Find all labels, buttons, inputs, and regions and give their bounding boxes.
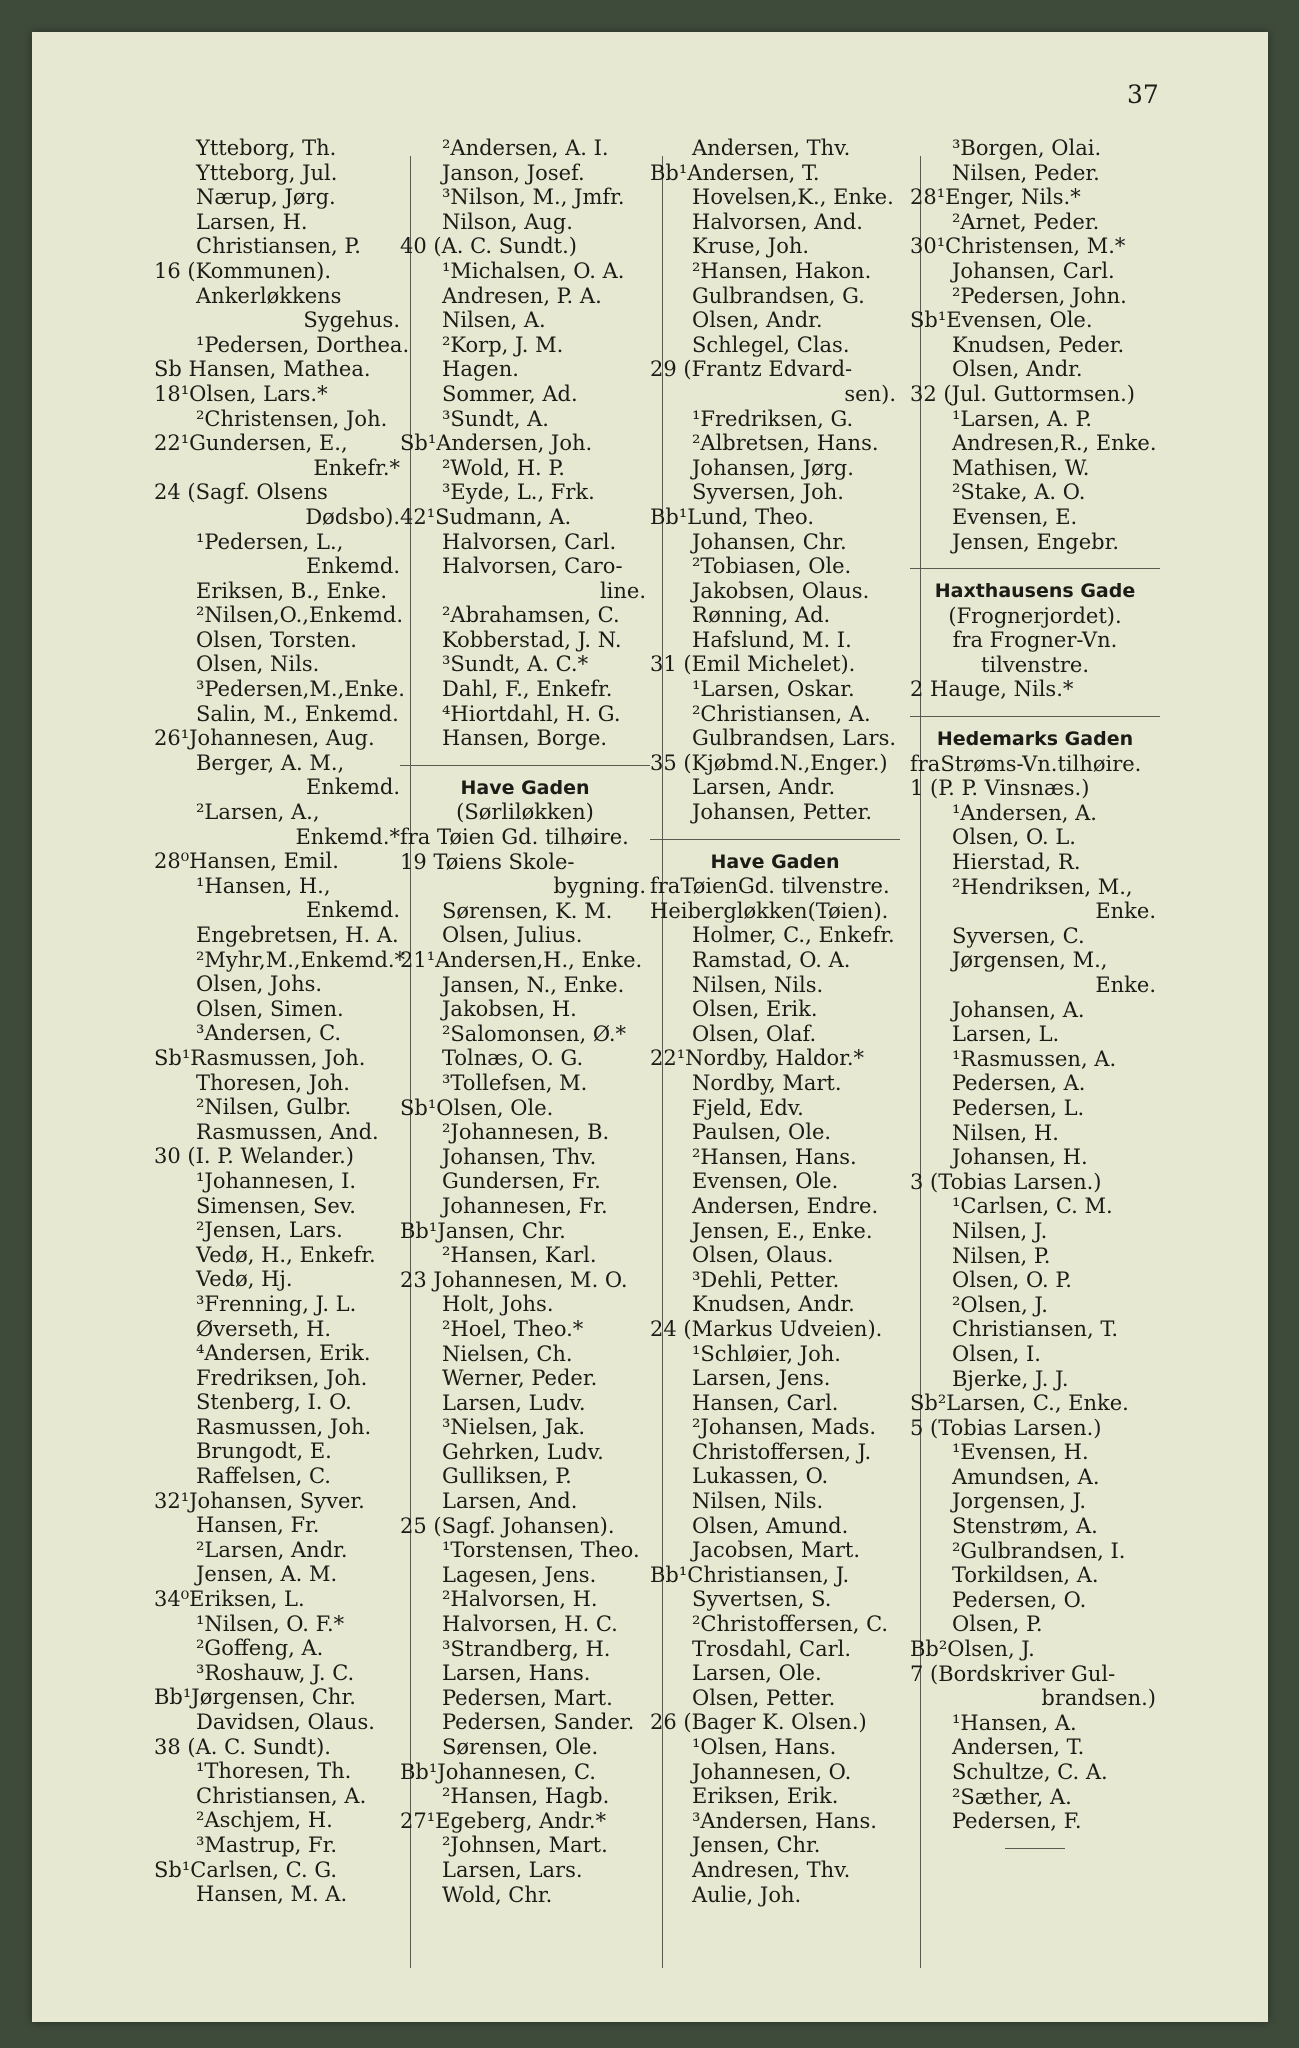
directory-line: Olsen, O. P. bbox=[952, 1268, 1072, 1293]
directory-line: Christiansen, P. bbox=[196, 234, 361, 259]
directory-line: Vedø, Hj. bbox=[196, 1267, 293, 1292]
directory-line: Fjeld, Edv. bbox=[692, 1095, 804, 1120]
directory-line: ⁴Andersen, Erik. bbox=[196, 1341, 371, 1366]
directory-line: Kobberstad, J. N. bbox=[442, 627, 622, 652]
directory-line: Sb¹Carlsen, C. G. bbox=[154, 1857, 338, 1882]
directory-line: ¹Fredriksen, G. bbox=[692, 406, 854, 431]
directory-line: 18¹Olsen, Lars.* bbox=[154, 381, 328, 406]
directory-line: Torkildsen, A. bbox=[952, 1563, 1099, 1588]
directory-line: Trosdahl, Carl. bbox=[692, 1636, 852, 1661]
directory-line: Nilsen, H. bbox=[952, 1120, 1059, 1145]
directory-line: Hierstad, R. bbox=[952, 850, 1081, 875]
directory-line: ¹Pedersen, Dorthea. bbox=[196, 332, 410, 357]
directory-line: ²Johnsen, Mart. bbox=[442, 1833, 608, 1858]
directory-line: ²Myhr,M.,Enkemd.* bbox=[196, 947, 406, 972]
directory-line: Christiansen, A. bbox=[196, 1783, 367, 1808]
directory-line: Johansen, Carl. bbox=[952, 258, 1115, 283]
directory-line: Nilson, Aug. bbox=[442, 209, 573, 234]
directory-line: ²Larsen, A., bbox=[196, 800, 320, 825]
directory-line: Øverseth, H. bbox=[196, 1316, 332, 1341]
directory-line: Davidsen, Olaus. bbox=[196, 1710, 375, 1734]
directory-line: Nilsen, A. bbox=[442, 308, 546, 333]
directory-line: Hovelsen,K., Enke. bbox=[692, 185, 894, 210]
directory-line: ¹Hansen, A. bbox=[952, 1710, 1077, 1735]
directory-line: Enkefr.* bbox=[313, 455, 400, 480]
directory-line: Johansen, H. bbox=[952, 1145, 1088, 1170]
directory-line: ²Tobiasen, Ole. bbox=[692, 554, 852, 579]
street-heading: Have Gaden bbox=[710, 850, 840, 873]
directory-line: Syversen, C. bbox=[952, 923, 1085, 948]
directory-line: Halvorsen, Caro- bbox=[442, 554, 623, 579]
section-divider bbox=[1005, 1848, 1065, 1849]
directory-line: Rasmussen, Joh. bbox=[196, 1414, 372, 1439]
directory-line: 21¹Andersen,H., Enke. bbox=[400, 948, 643, 972]
directory-line: line. bbox=[599, 578, 646, 603]
directory-line: Dødsbo). bbox=[305, 504, 400, 529]
directory-line: ²Pedersen, John. bbox=[952, 283, 1127, 308]
directory-line: fra Tøien Gd. tilhøire. bbox=[400, 825, 629, 850]
street-heading: Hedemarks Gaden bbox=[936, 728, 1134, 751]
directory-line: 2 Hauge, Nils.* bbox=[910, 677, 1074, 702]
directory-line: Johannesen, Fr. bbox=[442, 1193, 608, 1218]
directory-line: Olsen, Petter. bbox=[692, 1685, 836, 1710]
directory-line: Knudsen, Andr. bbox=[692, 1292, 855, 1317]
directory-line: Nordby, Mart. bbox=[692, 1070, 842, 1095]
directory-line: ²Albretsen, Hans. bbox=[692, 431, 879, 456]
directory-line: 27¹Egeberg, Andr.* bbox=[400, 1808, 607, 1833]
directory-line: 3 (Tobias Larsen.) bbox=[910, 1169, 1102, 1194]
directory-line: 28⁰Hansen, Emil. bbox=[154, 849, 339, 874]
directory-line: ²Stake, A. O. bbox=[952, 480, 1086, 505]
directory-line: ²Hendriksen, M., bbox=[952, 874, 1133, 899]
directory-line: Brungodt, E. bbox=[196, 1439, 332, 1464]
directory-line: Evensen, Ole. bbox=[692, 1169, 839, 1194]
directory-line: 26¹Johannesen, Aug. bbox=[154, 726, 375, 751]
directory-line: 24 (Sagf. Olsens bbox=[154, 480, 328, 505]
directory-line: Bb¹Lund, Theo. bbox=[650, 504, 814, 529]
directory-line: Johansen, A. bbox=[952, 997, 1085, 1022]
directory-line: Halvorsen, Carl. bbox=[442, 529, 617, 554]
directory-line: ¹Hansen, H., bbox=[196, 873, 331, 898]
directory-line: Thoresen, Joh. bbox=[196, 1070, 350, 1095]
directory-line: Gulliksen, P. bbox=[442, 1464, 572, 1489]
directory-line: Andersen, T. bbox=[952, 1735, 1085, 1760]
directory-line: Olsen, Nils. bbox=[196, 652, 320, 677]
directory-line: ³Pedersen,M.,Enke. bbox=[196, 677, 405, 702]
directory-line: 29 (Frantz Edvard- bbox=[650, 357, 853, 382]
directory-line: Hansen, Carl. bbox=[692, 1390, 839, 1415]
directory-line: Sb¹Rasmussen, Joh. bbox=[154, 1045, 366, 1070]
directory-line: Johansen, Petter. bbox=[692, 800, 873, 825]
directory-line: Enke. bbox=[1095, 973, 1156, 997]
directory-line: Schlegel, Clas. bbox=[692, 332, 850, 357]
directory-line: Holt, Johs. bbox=[442, 1292, 554, 1317]
directory-line: Ytteborg, Th. bbox=[196, 136, 337, 160]
directory-line: Johansen, Chr. bbox=[692, 529, 847, 554]
directory-line: 19 Tøiens Skole- bbox=[400, 849, 575, 874]
directory-line: Paulsen, Ole. bbox=[692, 1120, 832, 1145]
directory-line: Olsen, I. bbox=[952, 1341, 1041, 1366]
directory-column-2 bbox=[400, 136, 650, 1907]
directory-line: Eriksen, B., Enke. bbox=[196, 578, 388, 603]
directory-line: Gehrken, Ludv. bbox=[442, 1439, 604, 1464]
directory-line: fraStrøms-Vn.tilhøire. bbox=[910, 751, 1142, 776]
directory-line: 24 (Markus Udveien). bbox=[650, 1316, 883, 1341]
directory-line: Vedø, H., Enkefr. bbox=[196, 1242, 376, 1267]
directory-line: ³Eyde, L., Frk. bbox=[442, 480, 595, 505]
directory-line: ¹Pedersen, L., bbox=[196, 529, 344, 554]
directory-line: Olsen, O. L. bbox=[952, 825, 1076, 850]
directory-line: Larsen, And. bbox=[442, 1489, 578, 1514]
directory-line: Ytteborg, Jul. bbox=[196, 160, 338, 185]
directory-line: ¹Larsen, Oskar. bbox=[692, 677, 855, 702]
directory-line: ²Hoel, Theo.* bbox=[442, 1316, 584, 1341]
directory-line: ²Wold, H. P. bbox=[442, 455, 565, 480]
directory-line: Amundsen, A. bbox=[952, 1464, 1100, 1489]
directory-line: Knudsen, Peder. bbox=[952, 332, 1125, 357]
directory-line: ²Abrahamsen, C. bbox=[442, 603, 620, 628]
directory-line: Holmer, C., Enkefr. bbox=[692, 923, 895, 948]
directory-line: 31 (Emil Michelet). bbox=[650, 652, 856, 677]
directory-line: ²Hansen, Hans. bbox=[692, 1144, 857, 1169]
directory-line: Jensen, Chr. bbox=[692, 1833, 821, 1858]
directory-column-4 bbox=[910, 136, 1160, 1863]
directory-line: ³Nilson, M., Jmfr. bbox=[442, 185, 625, 210]
directory-line: Bb¹Johannesen, C. bbox=[400, 1759, 596, 1784]
directory-line: ²Christiansen, A. bbox=[692, 701, 871, 726]
directory-line: Sb¹Olsen, Ole. bbox=[400, 1095, 554, 1120]
directory-line: Enkemd. bbox=[305, 898, 400, 923]
directory-line: ¹Rasmussen, A. bbox=[952, 1046, 1117, 1071]
directory-line: Jakobsen, Olaus. bbox=[692, 578, 870, 603]
directory-line: Andersen, Thv. bbox=[692, 136, 851, 160]
directory-line: Wold, Chr. bbox=[442, 1882, 553, 1907]
directory-line: 22¹Gundersen, E., bbox=[154, 431, 348, 456]
directory-line: ²Johannesen, B. bbox=[442, 1120, 610, 1145]
directory-line: ²Nilsen, Gulbr. bbox=[196, 1095, 352, 1120]
directory-line: Aulie, Joh. bbox=[692, 1882, 802, 1907]
directory-line: Halvorsen, And. bbox=[692, 209, 863, 234]
directory-line: Christiansen, T. bbox=[952, 1317, 1119, 1342]
directory-line: Johansen, Jørg. bbox=[692, 455, 854, 480]
directory-line: fraTøienGd. tilvenstre. bbox=[650, 874, 890, 899]
directory-line: Olsen, Amund. bbox=[692, 1513, 849, 1538]
directory-line: Larsen, H. bbox=[196, 209, 308, 234]
directory-line: ²Jensen, Lars. bbox=[196, 1218, 343, 1243]
directory-line: ³Frenning, J. L. bbox=[196, 1291, 357, 1316]
directory-line: ²Nilsen,O.,Enkemd. bbox=[196, 603, 404, 628]
directory-line: ¹Olsen, Hans. bbox=[692, 1735, 837, 1759]
directory-line: Gundersen, Fr. bbox=[442, 1169, 601, 1194]
directory-page bbox=[32, 32, 1268, 2022]
directory-line: ³Tollefsen, M. bbox=[442, 1070, 588, 1095]
directory-line: Nilsen, Nils. bbox=[692, 1489, 824, 1514]
directory-line: Bb¹Jørgensen, Chr. bbox=[154, 1685, 356, 1710]
directory-line: ²Arnet, Peder. bbox=[952, 209, 1100, 234]
directory-line: Halvorsen, H. C. bbox=[442, 1612, 618, 1637]
directory-line: Johansen, Thv. bbox=[442, 1144, 597, 1169]
directory-line: ³Mastrup, Fr. bbox=[196, 1832, 337, 1857]
directory-line: Lukassen, O. bbox=[692, 1464, 829, 1489]
directory-line: ²Olsen, J. bbox=[952, 1292, 1048, 1317]
directory-line: Enkemd. bbox=[305, 554, 400, 579]
directory-line: Rasmussen, And. bbox=[196, 1119, 379, 1144]
directory-line: ³Dehli, Petter. bbox=[692, 1267, 840, 1292]
directory-line: 38 (A. C. Sundt). bbox=[154, 1734, 331, 1759]
directory-line: ³Roshauw, J. C. bbox=[196, 1660, 355, 1685]
directory-line: ²Korp, J. M. bbox=[442, 332, 564, 357]
directory-line: sen). bbox=[844, 381, 896, 406]
directory-line: Enkemd.* bbox=[295, 824, 400, 849]
directory-line: Olsen, Johs. bbox=[196, 972, 323, 997]
directory-line: Larsen, L. bbox=[952, 1022, 1060, 1047]
directory-line: ²Gulbrandsen, I. bbox=[952, 1538, 1126, 1563]
directory-line: 23 Johannesen, M. O. bbox=[400, 1267, 628, 1292]
directory-line: Syvertsen, S. bbox=[692, 1587, 832, 1612]
directory-line: Pedersen, A. bbox=[952, 1071, 1086, 1096]
directory-line: (Sørliløkken) bbox=[456, 800, 594, 825]
directory-line: ¹Johannesen, I. bbox=[196, 1168, 357, 1193]
directory-line: ³Sundt, A. C.* bbox=[442, 652, 589, 677]
directory-line: Andresen, Thv. bbox=[692, 1857, 851, 1882]
directory-line: Pedersen, F. bbox=[952, 1809, 1082, 1834]
directory-line: 16 (Kommunen). bbox=[154, 258, 332, 283]
directory-line: Gulbrandsen, Lars. bbox=[692, 726, 897, 751]
section-divider bbox=[910, 716, 1160, 717]
directory-line: Jansen, N., Enke. bbox=[442, 972, 625, 997]
directory-line: 30 (I. P. Welander.) bbox=[154, 1144, 354, 1169]
directory-line: tilvenstre. bbox=[980, 652, 1090, 677]
directory-line: Nilsen, J. bbox=[952, 1218, 1048, 1243]
directory-line: ²Salomonsen, Ø.* bbox=[442, 1021, 627, 1046]
directory-line: Sb¹Evensen, Ole. bbox=[910, 308, 1093, 333]
directory-line: ²Christoffersen, C. bbox=[692, 1612, 889, 1637]
directory-line: ²Halvorsen, H. bbox=[442, 1587, 598, 1612]
directory-line: Jensen, Engebr. bbox=[952, 529, 1120, 554]
directory-line: Olsen, Andr. bbox=[952, 357, 1083, 382]
directory-line: ²Hansen, Hakon. bbox=[692, 258, 872, 283]
directory-line: Larsen, Ludv. bbox=[442, 1390, 586, 1415]
directory-line: Tolnæs, O. G. bbox=[442, 1046, 584, 1071]
directory-line: Bb¹Jansen, Chr. bbox=[400, 1218, 566, 1243]
directory-line: ²Sæther, A. bbox=[952, 1784, 1072, 1809]
directory-line: ²Christensen, Joh. bbox=[196, 406, 388, 431]
directory-line: Hansen, Fr. bbox=[196, 1513, 320, 1538]
section-divider bbox=[650, 839, 900, 840]
directory-line: Nielsen, Ch. bbox=[442, 1341, 573, 1366]
directory-line: Olsen, P. bbox=[952, 1612, 1043, 1637]
directory-column-1 bbox=[154, 136, 410, 1907]
directory-line: 40 (A. C. Sundt.) bbox=[400, 234, 577, 259]
directory-line: ³Nielsen, Jak. bbox=[442, 1415, 586, 1440]
directory-line: Hansen, Borge. bbox=[442, 726, 608, 751]
directory-line: ²Hansen, Hagb. bbox=[442, 1784, 610, 1809]
directory-line: 28¹Enger, Nils.* bbox=[910, 185, 1081, 210]
directory-line: Stenberg, I. O. bbox=[196, 1390, 352, 1415]
directory-line: Olsen, Erik. bbox=[692, 997, 818, 1022]
directory-line: ¹Thoresen, Th. bbox=[196, 1759, 352, 1784]
directory-line: Jacobsen, Mart. bbox=[692, 1538, 861, 1563]
directory-line: ¹Evensen, H. bbox=[952, 1440, 1089, 1465]
directory-line: Nilsen, Peder. bbox=[952, 160, 1100, 185]
directory-line: ¹Nilsen, O. F.* bbox=[196, 1611, 345, 1636]
directory-line: Fredriksen, Joh. bbox=[196, 1365, 368, 1390]
directory-line: 5 (Tobias Larsen.) bbox=[910, 1415, 1102, 1440]
directory-line: bygning. bbox=[553, 874, 646, 899]
directory-line: Rønning, Ad. bbox=[692, 603, 831, 628]
directory-line: Schultze, C. A. bbox=[952, 1760, 1108, 1784]
directory-line: ¹Carlsen, C. M. bbox=[952, 1194, 1113, 1219]
directory-line: Evensen, E. bbox=[952, 504, 1078, 529]
directory-line: 1 (P. P. Vinsnæs.) bbox=[910, 776, 1090, 801]
directory-line: Olsen, Torsten. bbox=[196, 627, 357, 652]
directory-line: Mathisen, W. bbox=[952, 455, 1090, 480]
directory-line: Andresen, P. A. bbox=[442, 283, 602, 308]
directory-line: Olsen, Simen. bbox=[196, 996, 344, 1021]
directory-line: ²Larsen, Andr. bbox=[196, 1537, 348, 1562]
directory-line: Nilsen, P. bbox=[952, 1243, 1051, 1268]
directory-line: Heibergløkken(Tøien). bbox=[650, 898, 889, 923]
directory-line: Sb²Larsen, C., Enke. bbox=[910, 1391, 1129, 1416]
directory-line: Sygehus. bbox=[303, 308, 400, 333]
directory-line: Olsen, Olaus. bbox=[692, 1243, 834, 1268]
directory-line: Hafslund, M. I. bbox=[692, 627, 852, 652]
directory-line: Olsen, Olaf. bbox=[692, 1021, 817, 1046]
directory-line: Jakobsen, H. bbox=[442, 997, 577, 1022]
directory-line: 42¹Sudmann, A. bbox=[400, 504, 572, 529]
directory-line: Pedersen, Mart. bbox=[442, 1685, 613, 1710]
directory-line: ¹Michalsen, O. A. bbox=[442, 258, 625, 283]
directory-line: Bjerke, J. J. bbox=[952, 1366, 1069, 1391]
directory-line: ²Andersen, A. I. bbox=[442, 136, 609, 160]
directory-line: ¹Schløier, Joh. bbox=[692, 1341, 841, 1366]
street-heading: Haxthausens Gade bbox=[934, 580, 1136, 603]
directory-line: Engebretsen, H. A. bbox=[196, 923, 399, 947]
directory-line: Lagesen, Jens. bbox=[442, 1562, 597, 1587]
directory-line: Pedersen, L. bbox=[952, 1095, 1085, 1120]
directory-line: Jensen, E., Enke. bbox=[692, 1218, 873, 1243]
directory-line: Nilsen, Nils. bbox=[692, 972, 824, 997]
directory-line: 22¹Nordby, Haldor.* bbox=[650, 1046, 865, 1071]
directory-line: Ankerløkkens bbox=[196, 283, 342, 308]
directory-line: Simensen, Sev. bbox=[196, 1193, 356, 1218]
directory-line: Hagen. bbox=[442, 357, 519, 382]
directory-line: Bb¹Andersen, T. bbox=[650, 160, 820, 185]
directory-line: Gulbrandsen, G. bbox=[692, 283, 865, 308]
directory-line: Enkemd. bbox=[305, 775, 400, 800]
directory-line: ³Borgen, Olai. bbox=[952, 136, 1102, 160]
directory-line: Eriksen, Erik. bbox=[692, 1784, 839, 1809]
directory-line: ¹Torstensen, Theo. bbox=[442, 1538, 640, 1563]
directory-line: fra Frogner-Vn. bbox=[952, 628, 1118, 653]
directory-line: Larsen, Hans. bbox=[442, 1661, 591, 1686]
directory-line: Sørensen, K. M. bbox=[442, 898, 613, 923]
directory-line: Enke. bbox=[1095, 899, 1156, 924]
directory-line: Syversen, Joh. bbox=[692, 480, 844, 505]
directory-line: Werner, Peder. bbox=[442, 1366, 598, 1391]
directory-line: 32 (Jul. Guttormsen.) bbox=[910, 381, 1135, 406]
directory-line: Salin, M., Enkemd. bbox=[196, 701, 399, 726]
directory-line: ²Johansen, Mads. bbox=[692, 1415, 877, 1440]
directory-line: Johannesen, O. bbox=[692, 1759, 852, 1784]
directory-line: Pedersen, O. bbox=[952, 1587, 1087, 1612]
directory-line: ¹Andersen, A. bbox=[952, 800, 1097, 825]
directory-line: ⁴Hiortdahl, H. G. bbox=[442, 701, 621, 726]
directory-line: Bb¹Christiansen, J. bbox=[650, 1562, 850, 1587]
street-heading: Have Gaden bbox=[460, 776, 590, 799]
directory-line: (Frognerjordet). bbox=[948, 603, 1122, 628]
directory-line: Sb¹Andersen, Joh. bbox=[400, 431, 593, 456]
directory-line: ¹Larsen, A. P. bbox=[952, 406, 1093, 431]
directory-line: Larsen, Lars. bbox=[442, 1857, 583, 1882]
directory-line: 7 (Bordskriver Gul- bbox=[910, 1661, 1116, 1686]
section-divider bbox=[910, 568, 1160, 569]
directory-line: Sommer, Ad. bbox=[442, 381, 578, 406]
directory-line: 30¹Christensen, M.* bbox=[910, 234, 1126, 259]
directory-line: 35 (Kjøbmd.N.,Enger.) bbox=[650, 750, 888, 775]
directory-line: brandsen.) bbox=[1041, 1686, 1156, 1711]
directory-line: Larsen, Ole. bbox=[692, 1661, 822, 1686]
directory-line: ²Aschjem, H. bbox=[196, 1808, 333, 1833]
directory-line: ²Goffeng, A. bbox=[196, 1636, 324, 1661]
directory-line: ²Hansen, Karl. bbox=[442, 1243, 597, 1268]
directory-line: Olsen, Julius. bbox=[442, 923, 583, 948]
directory-line: Berger, A. M., bbox=[196, 750, 345, 775]
directory-column-3 bbox=[650, 136, 900, 1907]
directory-line: Larsen, Andr. bbox=[692, 775, 836, 800]
directory-line: Hansen, M. A. bbox=[196, 1882, 348, 1907]
directory-line: Jørgensen, M., bbox=[952, 948, 1108, 973]
directory-line: ³Sundt, A. bbox=[442, 406, 549, 431]
directory-line: ³Strandberg, H. bbox=[442, 1636, 611, 1661]
directory-line: 26 (Bager K. Olsen.) bbox=[650, 1710, 867, 1735]
directory-line: Ramstad, O. A. bbox=[692, 948, 851, 972]
directory-line: ³Andersen, C. bbox=[196, 1021, 342, 1046]
directory-line: Sb Hansen, Mathea. bbox=[154, 357, 371, 382]
directory-line: Bb²Olsen, J. bbox=[910, 1637, 1035, 1662]
directory-line: Nærup, Jørg. bbox=[196, 185, 336, 210]
directory-line: Olsen, Andr. bbox=[692, 308, 823, 333]
directory-line: 25 (Sagf. Johansen). bbox=[400, 1513, 615, 1538]
directory-line: Janson, Josef. bbox=[442, 160, 585, 185]
directory-line: Kruse, Joh. bbox=[692, 234, 810, 259]
directory-line: Raffelsen, C. bbox=[196, 1464, 331, 1489]
directory-line: Jorgensen, J. bbox=[952, 1489, 1087, 1514]
directory-line: 34⁰Eriksen, L. bbox=[154, 1587, 305, 1612]
directory-line: Andresen,R., Enke. bbox=[952, 431, 1157, 456]
directory-line: Andersen, Endre. bbox=[692, 1193, 879, 1218]
section-divider bbox=[400, 765, 650, 766]
directory-line: Sørensen, Ole. bbox=[442, 1735, 599, 1759]
page-number: 37 bbox=[1127, 80, 1159, 109]
directory-line: ³Andersen, Hans. bbox=[692, 1808, 877, 1833]
directory-line: Jensen, A. M. bbox=[196, 1562, 338, 1587]
directory-line: Dahl, F., Enkefr. bbox=[442, 677, 613, 702]
directory-line: Larsen, Jens. bbox=[692, 1366, 831, 1391]
directory-line: Pedersen, Sander. bbox=[442, 1710, 635, 1735]
directory-line: Christoffersen, J. bbox=[692, 1439, 872, 1464]
directory-line: 32¹Johansen, Syver. bbox=[154, 1488, 365, 1513]
directory-line: Stenstrøm, A. bbox=[952, 1514, 1098, 1539]
